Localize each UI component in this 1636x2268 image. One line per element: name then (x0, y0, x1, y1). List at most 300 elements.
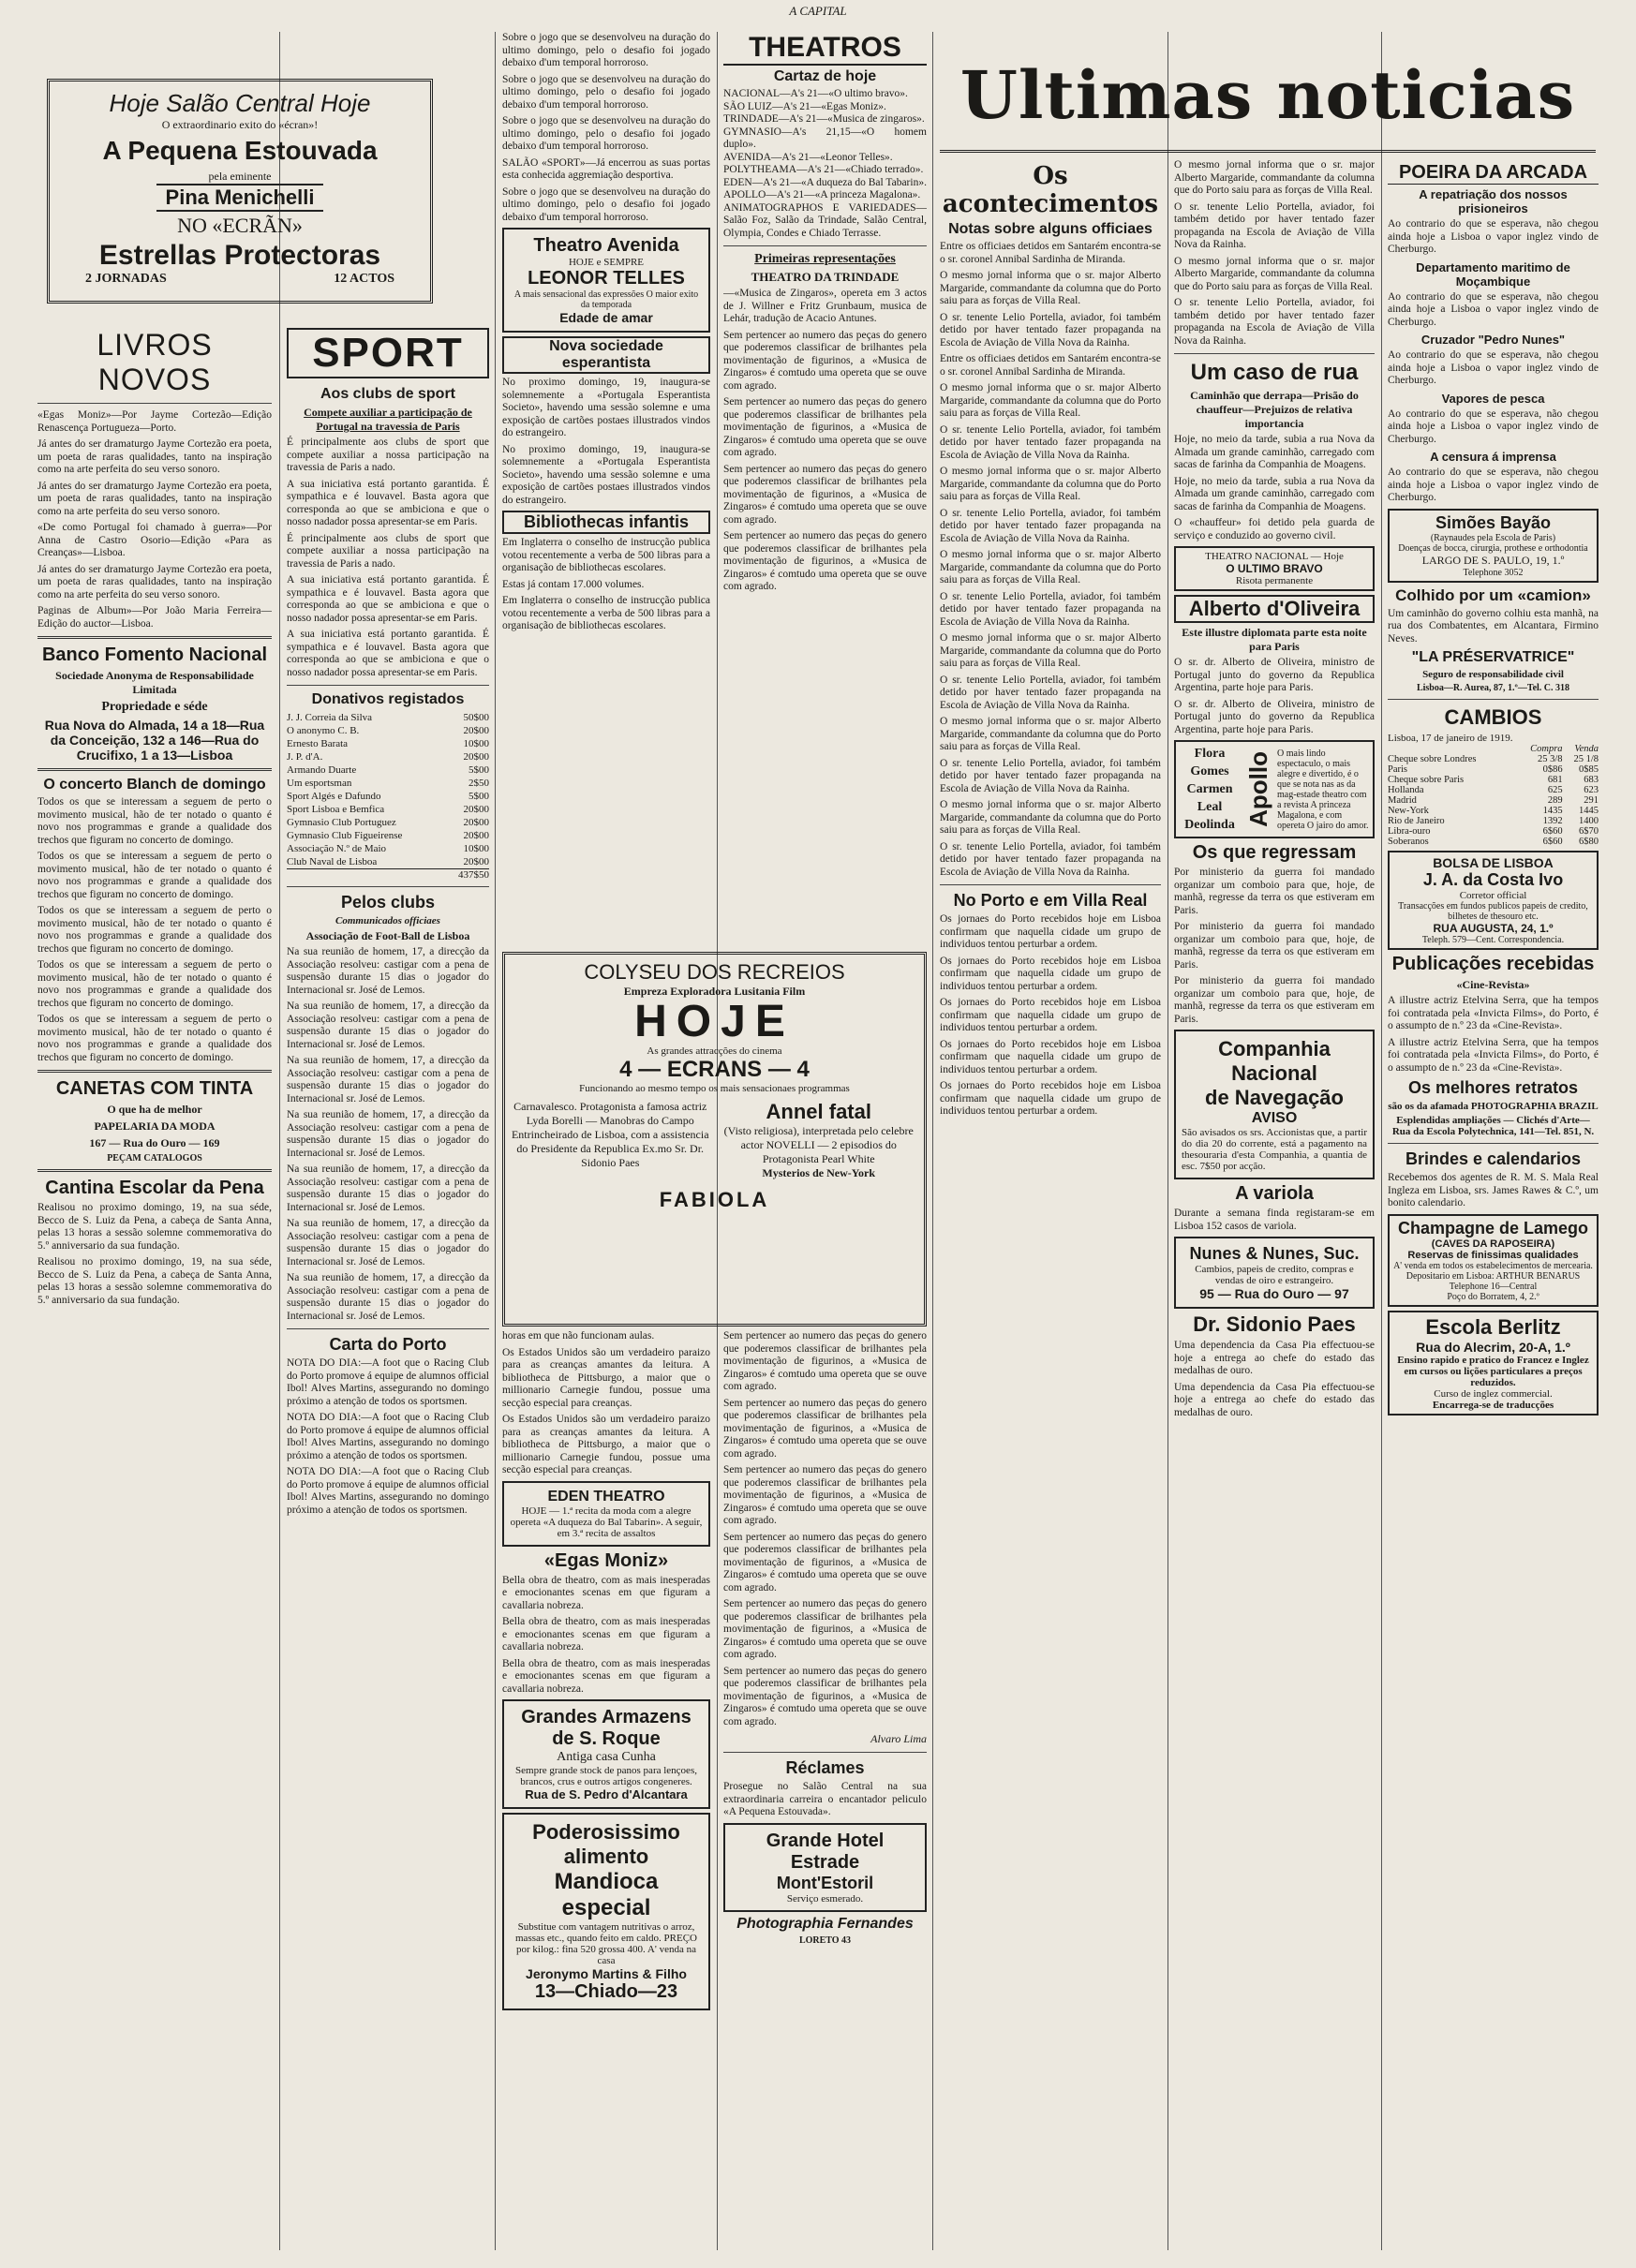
champ-sub: (CAVES DA RAPOSEIRA) (1431, 1238, 1555, 1250)
donativo-row (287, 790, 489, 803)
naveg-title2: de Navegação (1205, 1086, 1344, 1109)
egas-p1: Bella obra de theatro, com as mais inesperadas e emocionantes scenas em que figuram a cavallaria nobreza. (502, 1574, 710, 1611)
esperantista-p1: No proximo domingo, 19, inaugura-se solemnemente a «Portugala Esperantista Societo», havendo uma sessão solemne e uma exposição de cartões postaes illustrados vindos do estrangeiro. (502, 377, 710, 438)
avenida-foot: Edade de amar (559, 310, 653, 325)
eden-line: HOJE — 1.ª recita da moda com a alegre opereta «A duqueza do Bal Tabarin». A seguir, em 3.ª recita de assaltos (510, 1505, 703, 1539)
theatro-listing: GYMNASIO—A's 21,15—«O homem duplo». (723, 126, 927, 150)
bibliothecas-title: Bibliothecas infantis (502, 511, 710, 534)
mandioca-ad (502, 1813, 710, 2010)
theatros-heading: THEATROS (723, 32, 927, 66)
pelos-p1e: Na sua reunião de homem, 17, a direcção da Associação resolveu: castigar com a pena de suspensão durante 15 dias o jogador do Internacional sr. José de Lemos. (287, 1164, 489, 1213)
donativo-row (287, 711, 489, 724)
column-2 (287, 328, 489, 2250)
donativo-row (287, 842, 489, 855)
cambios-cell: Venda (1574, 744, 1599, 754)
nacional-sub: O ULTIMO BRAVO (1226, 562, 1323, 575)
cambios-cell: Libra-ouro (1388, 826, 1431, 837)
pelos-sub: Communicados officiaes (335, 915, 440, 926)
salao-ecran: NO «ECRÃN» (177, 214, 303, 237)
bibliothecas-p1b: Em Inglaterra o conselho de instrucção publica votou recentemente a verba de 500 libras para a organisação de bibliothecas escolares. (502, 595, 710, 631)
poeira-sub3: Cruzador "Pedro Nunes" (1420, 333, 1566, 347)
colyseu-left: Carnavalesco. Protagonista a famosa actriz Lyda Borelli — Manobras do Campo Entrincheirado de Lisboa, com a assistencia do Presidente da Republica Ex.mo Sr. Dr. Sidonio Paes (511, 1100, 709, 1169)
rua-p2: O «chauffeur» foi detido pela guarda de serviço e conduzido ao governo civil. (1174, 517, 1375, 541)
simoes-ad (1388, 509, 1599, 583)
estrade-ad (723, 1823, 927, 1912)
bolsa-firm: J. A. da Costa Ivo (1422, 870, 1564, 889)
col3-p1b: Sobre o jogo que se desenvolveu na duração do ultimo domingo, pelo o desafio foi jogado debaixo d'um temporal horroroso. (502, 73, 710, 111)
livros-heading: LIVROS NOVOS (97, 328, 213, 396)
porto-p3: Os jornaes do Porto recebidos hoje em Lisboa confirmam que naquella cidade um grupo de individuos tentou perturbar a ordem. (940, 997, 1161, 1033)
pelos-p1b: Na sua reunião de homem, 17, a direcção da Associação resolveu: castigar com a pena de suspensão durante 15 dias o jogador do Internacional sr. José de Lemos. (287, 1001, 489, 1050)
pelos-p1c: Na sua reunião de homem, 17, a direcção da Associação resolveu: castigar com a pena de suspensão durante 15 dias o jogador do Internacional sr. José de Lemos. (287, 1055, 489, 1104)
cambios-row (1388, 795, 1599, 806)
apollo-names (1179, 745, 1241, 834)
nunes-ad (1174, 1237, 1375, 1309)
donativo-row (287, 803, 489, 816)
notas-title: Notas sobre alguns officiaes (948, 221, 1153, 237)
estrade-p: Serviço esmerado. (786, 1892, 864, 1905)
brindes-p: Recebemos dos agentes de R. M. S. Mala Real Ingleza em Lisboa, srs. James Rawes & C.º, um bonito calendario. (1388, 1172, 1599, 1208)
regressam-p: Por ministerio da guerra foi mandado organizar um comboio para que, hoje, de manhã, regresse da terra os que estiveram em Paris. (1174, 867, 1375, 916)
esperantista-title: Nova sociedade esperantista (502, 336, 710, 374)
nacional-title: THEATRO NACIONAL — Hoje (1205, 551, 1344, 562)
cambios-cell: 625 (1547, 785, 1563, 795)
cambios-cell: 6$70 (1579, 826, 1599, 837)
public-p: A illustre actriz Etelvina Serra, que ha tempos foi contratada pela «Invicta Films», do Porto, é o assumpto de n.º 23 da «Cine-Revista». (1388, 995, 1599, 1031)
donativo-name: O anonymo C. B. (287, 725, 360, 736)
alvaro-signature: Alvaro Lima (870, 1732, 927, 1745)
ult-p2: O mesmo jornal informa que o sr. major Alberto Margaride, commandante da columna que do Porto saiu para as forças de Villa Real. (940, 270, 1161, 306)
cambios-cell: Compra (1530, 744, 1563, 754)
cambios-cell: Madrid (1388, 795, 1417, 806)
cambios-cell: 1400 (1579, 816, 1599, 826)
rua-p1: Hoje, no meio da tarde, subia a rua Nova da Almada um grande caminhão, carregado com sacas de farinha da Companhia de Moagens. (1174, 434, 1375, 470)
ult-p1b: Entre os officiaes detidos em Santarém encontra-se o sr. coronel Annibal Sardinha de Miranda. (940, 353, 1161, 378)
poeira-sub5: A censura á imprensa (1430, 450, 1556, 464)
sidonio-p2: Uma dependencia da Casa Pia effectuou-se hoje a entrega ao chefe do estado das medalhas de ouro. (1174, 1381, 1375, 1418)
alberto-p2: O sr. dr. Alberto de Oliveira, ministro de Portugal junto do governo da Republica Argentina, parte hoje para Paris. (1174, 698, 1375, 735)
apollo-performer: Leal (1197, 800, 1223, 814)
camiao-p: Um caminhão do governo colhiu esta manhã, na rua dos Combatentes, em Alcantara, Firmino Neves. (1388, 607, 1599, 645)
col4b-p6: Sem pertencer ao numero das peças do genero que poderemos classificar de brilhantes pela movimentação de figurinos, a «Musica de Zingaros» é comtudo uma opereta que se ouve com agrado. (723, 1665, 927, 1727)
cambios-row (1388, 764, 1599, 775)
pelos-p1f: Na sua reunião de homem, 17, a direcção da Associação resolveu: castigar com a pena de suspensão durante 15 dias o jogador do Internacional sr. José de Lemos. (287, 1218, 489, 1267)
canetas-shop: PAPELARIA DA MODA (94, 1119, 216, 1133)
donativo-value: 20$00 (463, 830, 489, 841)
donativo-name: Gymnasio Club Figueirense (287, 830, 403, 841)
cantina-p2: Realisou no proximo domingo, 19, na sua séde, Becco de S. Luiz da Pena, a cabeça de Santa Anna, pelas 13 horas a sessão solemne commemorativa do 5.º anniversario da sua fundação. (37, 1256, 272, 1306)
cambios-cell: Cheque sobre Londres (1388, 754, 1477, 764)
pelos-p1g: Na sua reunião de homem, 17, a direcção da Associação resolveu: castigar com a pena de suspensão durante 15 dias o jogador do Internacional sr. José de Lemos. (287, 1272, 489, 1322)
sport-p1b: É principalmente aos clubs de sport que compete auxiliar a nossa participação na travessia de Paris a nado. (287, 532, 489, 570)
bottom3-p2: Os Estados Unidos são um verdadeiro paraizo para as creanças amantes da leitura. A bibliotheca de Pittsburgo, a maior que o millionario Carnegie fundou, possue uma secção especial para creanças. (502, 1346, 710, 1409)
salao-actress: Pina Menichelli (156, 184, 324, 212)
apollo-performer: Carmen (1186, 782, 1233, 796)
col6-p3: O mesmo jornal informa que o sr. major Alberto Margaride, commandante da columna que do Porto saiu para as forças de Villa Real. (1174, 255, 1375, 292)
column-3-bottom (502, 1330, 710, 2250)
salao-jornadas: 2 JORNADAS (85, 272, 167, 286)
sport-p2b: A sua iniciativa está portanto garantida. É sympathica e é louvavel. Basta agora que corresponda ao que se ambiciona e que o nosso nadador possa apresentar-se em Paris. (287, 574, 489, 624)
ult-p3e: O sr. tenente Lelio Portella, aviador, foi também detido por haver tentado fazer propaganda na Escola de Aviação de Villa Nova da Rainha. (940, 674, 1161, 711)
column-6 (1174, 159, 1375, 2250)
donativo-name: Sport Lisboa e Bemfica (287, 804, 385, 815)
rua-sub: Caminhão que derrapa—Prisão do chauffeur—Prejuizos de relativa importancia (1190, 389, 1359, 430)
nunes-addr: 95 — Rua do Ouro — 97 (1199, 1286, 1349, 1301)
header-title: A CAPITAL (789, 4, 847, 18)
donativo-name: Gymnasio Club Portuguez (287, 817, 396, 828)
banco-sub: Sociedade Anonyma de Responsabilidade Limitada (55, 669, 254, 696)
eden-title: EDEN THEATRO (547, 1488, 665, 1505)
armazens-ad (502, 1699, 710, 1809)
poeira-p1c: Ao contrario do que se esperava, não chegou ainda hoje a Lisboa o vapor inglez vindo de Cherburgo. (1388, 349, 1599, 386)
cambios-cell: Hollanda (1388, 785, 1424, 795)
mandioca-firm: Jeronymo Martins & Filho (526, 1966, 687, 1981)
colyseu-right2: Mysterios de New-York (762, 1166, 876, 1179)
col3-p1d: Sobre o jogo que se desenvolveu na duração do ultimo domingo, pelo o desafio foi jogado debaixo d'um temporal horroroso. (502, 185, 710, 223)
theatros-sub: Cartaz de hoje (773, 68, 877, 84)
sidonio-title: Dr. Sidonio Paes (1193, 1312, 1356, 1336)
sport-sub: Aos clubs de sport (320, 386, 456, 402)
theatro-listing: TRINDADE—A's 21—«Musica de zingaros». (723, 113, 925, 125)
armazens-p: Sempre grande stock de panos para lençoes, brancos, crus e outros artigos congeneres. (515, 1765, 697, 1787)
banco-title: Banco Fomento Nacional (41, 645, 268, 665)
col4b-p4: Sem pertencer ao numero das peças do genero que poderemos classificar de brilhantes pela movimentação de figurinos, a «Musica de Zingaros» é comtudo uma opereta que se ouve com agrado. (723, 1531, 927, 1594)
pelos-p1d: Na sua reunião de homem, 17, a direcção da Associação resolveu: castigar com a pena de suspensão durante 15 dias o jogador do Internacional sr. José de Lemos. (287, 1109, 489, 1159)
ultimas-title: Ultimas noticias (959, 56, 1576, 134)
donativo-value: 10$00 (463, 738, 489, 749)
cambios-cell: 291 (1584, 795, 1599, 806)
cambios-row (1388, 775, 1599, 785)
carta-p1c: NOTA DO DIA:—A foot que o Racing Club do Porto promove á equipe de alumnos official Ibol! Alves Martins, assegurando no domingo próximo a atenção de todos os sportsmen. (287, 1466, 489, 1516)
cambios-cell: Rio de Janeiro (1388, 816, 1445, 826)
alberto-title: Alberto d'Oliveira (1174, 595, 1375, 623)
poeira-sub4: Vapores de pesca (1441, 391, 1545, 406)
primeiras-p1: —«Musica de Zingaros», opereta em 3 actos de J. Willner e Fritz Grunbaum, musica de Lehár, tradução de Acacio Antunes. (723, 288, 927, 324)
cambios-cell: 25 3/8 (1538, 754, 1563, 764)
theatro-listing: EDEN—A's 21—«A duqueza do Bal Tabarin». (723, 176, 927, 188)
sport-sub2: Compete auxiliar a participação de Portugal na travessia de Paris (304, 406, 472, 433)
naveg-ad (1174, 1030, 1375, 1179)
ult-p3: O sr. tenente Lelio Portella, aviador, foi também detido por haver tentado fazer propaganda na Escola de Aviação de Villa Nova da Rainha. (940, 311, 1161, 348)
pelos-sub2: Associação de Foot-Ball de Lisboa (305, 929, 470, 942)
carta-title: Carta do Porto (329, 1335, 447, 1354)
naveg-p: São avisados os srs. Accionistas que, a partir do dia 20 do corrente, está a pagamento na thesouraria d'esta Companhia, a quantia de esc. 7$50 por acção. (1182, 1127, 1367, 1172)
cambios-cell: 1445 (1579, 806, 1599, 816)
champ-sub2: Reservas de finissimas qualidades (1407, 1249, 1579, 1261)
donativo-name: J. J. Correia da Silva (287, 712, 373, 723)
cambios-cell: 6$60 (1542, 837, 1563, 847)
poeira-p1d: Ao contrario do que se esperava, não chegou ainda hoje a Lisboa o vapor inglez vindo de Cherburgo. (1388, 408, 1599, 445)
cambios-cell: Soberanos (1388, 837, 1429, 847)
cantina-p1: Realisou no proximo domingo, 19, na sua séde, Becco de S. Luiz da Pena, a cabeça de Santa Anna, pelas 13 horas a sessão solemne commemorativa do 5.º anniversario da sua fundação. (37, 1202, 272, 1252)
donativo-row (287, 829, 489, 842)
simoes-title: Simões Bayão (1435, 512, 1552, 532)
simoes-tel: Telephone 3052 (1463, 567, 1524, 578)
ult-p3c: O sr. tenente Lelio Portella, aviador, foi também detido por haver tentado fazer propaganda na Escola de Aviação de Villa Nova da Rainha. (940, 507, 1161, 544)
livros-p2b: Já antes do ser dramaturgo Jayme Cortezão era poeta, um poeta de raras qualidades, tanto na inspiração como na arte perfeita do seu verso sonoro. (37, 480, 272, 517)
column-rule (932, 32, 933, 2250)
theatros-list (723, 88, 927, 202)
donativo-value: 20$00 (463, 725, 489, 736)
column-4 (723, 32, 927, 941)
poeira-p1b: Ao contrario do que se esperava, não chegou ainda hoje a Lisboa o vapor inglez vindo de Cherburgo. (1388, 290, 1599, 328)
cambios-cell: Paris (1388, 764, 1407, 775)
donativo-row (287, 816, 489, 829)
cantina-title: Cantina Escolar da Pena (45, 1178, 264, 1198)
column-4-bottom (723, 1330, 927, 2250)
donativo-value: 5$00 (468, 764, 489, 776)
apollo-performer: Deolinda (1184, 818, 1235, 832)
sidonio-p: Uma dependencia da Casa Pia effectuou-se hoje a entrega ao chefe do estado das medalhas de ouro. (1174, 1340, 1375, 1376)
col3-p1c: Sobre o jogo que se desenvolveu na duração do ultimo domingo, pelo o desafio foi jogado debaixo d'um temporal horroroso. (502, 115, 710, 152)
egas-title: «Egas Moniz» (543, 1549, 669, 1571)
colyseu-foot: FABIOLA (659, 1188, 770, 1211)
col6-p2: O sr. tenente Lelio Portella, aviador, foi também detido por haver tentado fazer propaganda na Escola de Aviação de Villa Nova da Rainha. (1174, 200, 1375, 250)
avenida-ad (502, 228, 710, 333)
cambios-cell: 1435 (1542, 806, 1563, 816)
donativo-value: 20$00 (463, 856, 489, 867)
simoes-p: Doenças de bocca, cirurgia, prothese e orthodontia (1398, 542, 1588, 554)
ult-p2g: O mesmo jornal informa que o sr. major Alberto Margaride, commandante da columna que do Porto saiu para as forças de Villa Real. (940, 799, 1161, 836)
concerto-title: O concerto Blanch de domingo (43, 777, 266, 793)
colyseu-sub: Empreza Exploradora Lusitania Film (623, 985, 806, 998)
theatros-anim: ANIMATOGRAPHOS E VARIEDADES—Salão Foz, Salão da Trindade, Salão Central, Olympia, Condes e Chiado Terrasse. (723, 201, 927, 239)
bolsa-tel: Teleph. 579—Cent. Correspondencia. (1421, 935, 1565, 945)
public-p2: A illustre actriz Etelvina Serra, que ha tempos foi contratada pela «Invicta Films», do Porto, é o assumpto de n.º 23 da «Cine-Revista». (1388, 1036, 1599, 1074)
variola-title: A variola (1235, 1183, 1314, 1204)
poeira-sub2: Departamento maritimo de Moçambique (1416, 259, 1570, 289)
berlitz-ad (1388, 1311, 1599, 1416)
concerto-p5: Todos os que se interessam a seguem de perto o movimento musical, hão de ter notado o quanto é novo nos programmas e grande a qualidade dos trechos que figuram no concerto de domingo. (37, 1014, 272, 1063)
camiao-title: Colhido por um «camion» (1395, 586, 1591, 604)
donativo-name: Sport Algés e Dafundo (287, 791, 381, 802)
berlitz-p: Ensino rapido e pratico do Francez e Inglez em cursos ou lições particulares a preços reduzidos. (1397, 1354, 1589, 1388)
mandioca-p: Substitue com vantagem nutritivas o arroz, massas etc., quando feito em caldo. PREÇO por kilog.: fina 520 grossa 400. A' venda na casa (515, 1921, 697, 1966)
porto-p2: Os jornaes do Porto recebidos hoje em Lisboa confirmam que naquella cidade um grupo de individuos tentou perturbar a ordem. (940, 955, 1161, 992)
col3-p2: SALÃO «SPORT»—Já encerrou as suas portas esta conhecida aggremiação desportiva. (502, 156, 710, 181)
brindes-title: Brindes e calendarios (1405, 1149, 1582, 1168)
colyseu-title: COLYSEU DOS RECREIOS (584, 960, 845, 984)
rua-p1b: Hoje, no meio da tarde, subia a rua Nova da Almada um grande caminhão, carregado com sacas de farinha da Companhia de Moagens. (1174, 475, 1375, 512)
cambios-cell: 6$80 (1579, 837, 1599, 847)
champ-tel: Telephone 16—Central (1449, 1281, 1538, 1292)
column-5 (940, 159, 1161, 2250)
primeiras-p2c: Sem pertencer ao numero das peças do genero que poderemos classificar de brilhantes pela movimentação de figurinos, a «Musica de Zingaros» é comtudo uma opereta que se ouve com agrado. (723, 463, 927, 526)
primeiras-p2d: Sem pertencer ao numero das peças do genero que poderemos classificar de brilhantes pela movimentação de figurinos, a «Musica de Zingaros» é comtudo uma opereta que se ouve com agrado. (723, 530, 927, 592)
sport-p2c: A sua iniciativa está portanto garantida. É sympathica e é louvavel. Basta agora que corresponda ao que se ambiciona e que o nosso nadador possa apresentar-se em Paris. (287, 629, 489, 678)
cambios-cell: 683 (1584, 775, 1599, 785)
primeiras-p2: Sem pertencer ao numero das peças do genero que poderemos classificar de brilhantes pela movimentação de figurinos, a «Musica de Zingaros» é comtudo uma opereta que se ouve com agrado. (723, 329, 927, 392)
livros-p2c: Já antes do ser dramaturgo Jayme Cortezão era poeta, um poeta de raras qualidades, tanto na inspiração como na arte perfeita do seu verso sonoro. (37, 563, 272, 600)
cambios-row (1388, 785, 1599, 795)
bolsa-sub: Corretor official (1459, 890, 1527, 901)
preserv-title: "LA PRÉSERVATRICE" (1411, 649, 1575, 665)
regressam-title: Os que regressam (1192, 842, 1357, 863)
retratos-sub: são os da afamada PHOTOGRAPHIA BRAZIL (1388, 1101, 1599, 1112)
nacional-foot: Risota permanente (1235, 575, 1314, 586)
poeira-p1e: Ao contrario do que se esperava, não chegou ainda hoje a Lisboa o vapor inglez vindo de Cherburgo. (1388, 467, 1599, 503)
banco-sub2: Propriedade e séde (101, 700, 208, 714)
alberto-p: O sr. dr. Alberto de Oliveira, ministro de Portugal junto do governo da Republica Argentina, parte hoje para Paris. (1174, 657, 1375, 693)
cambios-date: Lisboa, 17 de janeiro de 1919. (1388, 733, 1513, 744)
primeiras-sub: THEATRO DA TRINDADE (751, 270, 900, 284)
armazens-title: Grandes Armazens de S. Roque (521, 1707, 692, 1749)
ult-p2b: O mesmo jornal informa que o sr. major Alberto Margaride, commandante da columna que do Porto saiu para as forças de Villa Real. (940, 382, 1161, 419)
column-1 (37, 328, 272, 2250)
eden-ad (502, 1481, 710, 1547)
carta-p1: NOTA DO DIA:—A foot que o Racing Club do Porto promove á equipe de alumnos official Ibol! Alves Martins, assegurando no domingo próximo a atenção de todos os sportsmen. (287, 1357, 489, 1407)
porto-p4: Os jornaes do Porto recebidos hoje em Lisboa confirmam que naquella cidade um grupo de individuos tentou perturbar a ordem. (940, 1038, 1161, 1075)
public-sub: «Cine-Revista» (1456, 978, 1530, 991)
sport-p2: A sua iniciativa está portanto garantida. É sympathica e é louvavel. Basta agora que corresponda ao que se ambiciona e que o nosso nadador possa apresentar-se em Paris. (287, 478, 489, 527)
estrade-title: Grande Hotel Estrade (766, 1830, 885, 1873)
donativo-name: J. P. d'A. (287, 751, 323, 763)
reclames-title: Réclames (785, 1758, 865, 1777)
sport-p1: É principalmente aos clubs de sport que compete auxiliar a nossa participação na travessia de Paris a nado. (287, 437, 489, 473)
retratos-title: Os melhores retratos (1407, 1078, 1579, 1097)
col4b-p5: Sem pertencer ao numero das peças do genero que poderemos classificar de brilhantes pela movimentação de figurinos, a «Musica de Zingaros» é comtudo uma opereta que se ouve com agrado. (723, 1598, 927, 1660)
cambios-cell: Cheque sobre Paris (1388, 775, 1465, 785)
cambios-cell: 623 (1584, 785, 1599, 795)
concerto-p3: Todos os que se interessam a seguem de perto o movimento musical, hão de ter notado o quanto é novo nos programmas e grande a qualidade dos trechos que figuram no concerto de domingo. (37, 905, 272, 955)
donativo-row (287, 855, 489, 868)
apollo-performer: Flora (1194, 747, 1226, 761)
colyseu-right-title: Annel fatal (766, 1100, 871, 1123)
donativo-name: Um esportsman (287, 778, 352, 789)
page-header (0, 4, 1636, 19)
berlitz-title: Escola Berlitz (1425, 1314, 1561, 1339)
porto-p5: Os jornaes do Porto recebidos hoje em Lisboa confirmam que naquella cidade um grupo de individuos tentou perturbar a ordem. (940, 1080, 1161, 1117)
poeira-sub: A repatriação dos nossos prisioneiros (1419, 187, 1568, 215)
donativo-value: 20$00 (463, 804, 489, 815)
colyseu-hoje: HOJE (634, 997, 795, 1046)
colyseu-sub2: As grandes attracções do cinema (647, 1045, 782, 1057)
apollo-word: Apollo (1244, 751, 1272, 827)
preserv-addr: Lisboa—R. Aurea, 87, 1.º—Tel. C. 318 (1416, 683, 1570, 693)
bottom3-p2b: Os Estados Unidos são um verdadeiro paraizo para as creanças amantes da leitura. A bibliotheca de Pittsburgo, a maior que o millionario Carnegie fundou, possue uma secção especial para creanças. (502, 1414, 710, 1475)
cambios-row (1388, 837, 1599, 847)
cambios-table (1388, 744, 1599, 847)
cambios-row (1388, 754, 1599, 764)
column-7 (1388, 159, 1599, 2250)
donativos-table (287, 711, 489, 868)
photo-addr: LORETO 43 (798, 1934, 852, 1946)
ult-p2f: O mesmo jornal informa que o sr. major Alberto Margaride, commandante da columna que do Porto saiu para as forças de Villa Real. (940, 716, 1161, 752)
concerto-p2: Todos os que se interessam a seguem de perto o movimento musical, hão de ter notado o quanto é novo nos programmas e grande a qualidade dos trechos que figuram no concerto de domingo. (37, 851, 272, 900)
apollo-performer: Gomes (1190, 764, 1229, 778)
cambios-row (1388, 826, 1599, 837)
alberto-sub: Este illustre diplomata parte esta noite para Paris (1182, 626, 1367, 653)
salao-central-ad (47, 79, 433, 304)
esperantista-p1b: No proximo domingo, 19, inaugura-se solemnemente a «Portugala Esperantista Societo», havendo uma sessão solemne e uma exposição de cartões postaes illustrados vindos do estrangeiro. (502, 443, 710, 506)
nunes-p: Cambios, papeis de credito, compras e vendas de oiro e estrangeiro. (1195, 1264, 1354, 1286)
nunes-title: Nunes & Nunes, Suc. (1189, 1244, 1360, 1263)
pelos-title: Pelos clubs (340, 893, 436, 912)
cambios-title: CAMBIOS (1444, 705, 1542, 729)
primeiras-title: Primeiras representações (754, 252, 896, 266)
column-rule (279, 32, 280, 2250)
apollo-p: O mais lindo espectaculo, o mais alegre e divertido, é o que se nota nas as da mag-estade theatro com a revista A princeza Magalona, e com opereta O jairo do amor. (1277, 748, 1369, 831)
donativo-value: 2$50 (468, 778, 489, 789)
salao-line3: pela eminente (208, 170, 272, 183)
poeira-p1: Ao contrario do que se esperava, não chegou ainda hoje a Lisboa o vapor inglez vindo de Cherburgo. (1388, 218, 1599, 255)
photo-title: Photographia Fernandes (736, 1915, 914, 1932)
berlitz-addr: Rua do Alecrim, 20-A, 1.º (1416, 1339, 1570, 1355)
mandioca-title3: Mandioca especial (554, 1869, 659, 1920)
donativo-row (287, 763, 489, 777)
ult-p2c: O mesmo jornal informa que o sr. major Alberto Margaride, commandante da columna que do Porto saiu para as forças de Villa Real. (940, 466, 1161, 502)
rua-title: Um caso de rua (1190, 360, 1359, 385)
col4b-p1: Sem pertencer ao numero das peças do genero que poderemos classificar de brilhantes pela movimentação de figurinos, a «Musica de Zingaros» é comtudo uma opereta que se ouve com agrado. (723, 1330, 927, 1392)
canetas-cat: PEÇAM CATALOGOS (107, 1153, 202, 1164)
banco-addr: Rua Nova do Almada, 14 a 18—Rua da Conceição, 132 a 146—Rua do Crucifixo, 1 a 13—Lisboa (44, 718, 265, 763)
theatro-listing: NACIONAL—A's 21—«O ultimo bravo». (723, 88, 908, 99)
donativo-name: Ernesto Barata (287, 738, 349, 749)
retratos-p: Esplendidas ampliações — Clichés d'Arte—Rua da Escola Polytechnica, 141—Tel. 851, N. (1391, 1115, 1595, 1137)
salao-line1: Hoje Salão Central Hoje (109, 89, 371, 117)
concerto-p1: Todos os que se interessam a seguem de perto o movimento musical, hão de ter notado o quanto é novo nos programmas e grande a qualidade dos trechos que figuram no concerto de domingo. (37, 796, 272, 846)
theatro-listing: AVENIDA—A's 21—«Leonor Telles». (723, 151, 893, 163)
livros-p3: «De como Portugal foi chamado à guerra»—Por Anna de Castro Osorio—Edição «Para as Creanças»—Lisboa. (37, 522, 272, 558)
donativo-value: 20$00 (463, 817, 489, 828)
bolsa-ad (1388, 851, 1599, 950)
ult-p3f: O sr. tenente Lelio Portella, aviador, foi também detido por haver tentado fazer propaganda na Escola de Aviação de Villa Nova da Rainha. (940, 757, 1161, 794)
apollo-ad (1174, 740, 1375, 838)
preserv-sub: Seguro de responsabilidade civil (1422, 669, 1564, 680)
champ-ad (1388, 1214, 1599, 1307)
donativo-value: 50$00 (463, 712, 489, 723)
donativo-value: 20$00 (463, 751, 489, 763)
avenida-line: A mais sensacional das expressões O maior exito da temporada (513, 289, 699, 310)
canetas-addr: 167 — Rua do Ouro — 169 (89, 1136, 220, 1149)
avenida-sub: HOJE e SEMPRE (568, 257, 645, 268)
primeiras-p2b: Sem pertencer ao numero das peças do genero que poderemos classificar de brilhantes pela movimentação de figurinos, a «Musica de Zingaros» é comtudo uma opereta que se ouve com agrado. (723, 396, 927, 458)
carta-p1b: NOTA DO DIA:—A foot que o Racing Club do Porto promove á equipe de alumnos official Ibol! Alves Martins, assegurando no domingo próximo a atenção de todos os sportsmen. (287, 1412, 489, 1461)
donativos-total: 437$50 (287, 868, 489, 881)
reclames-p: Prosegue no Salão Central na sua extraordinaria carreira o encantador peliculo «A Pequena Estouvada». (723, 1781, 927, 1817)
berlitz-p2: Curso de inglez commercial. (1434, 1387, 1553, 1400)
cambios-cell: 289 (1547, 795, 1563, 806)
ult-p3g: O sr. tenente Lelio Portella, aviador, foi também detido por haver tentado fazer propaganda na Escola de Aviação de Villa Nova da Rainha. (940, 840, 1161, 878)
theatro-listing: SÃO LUIZ—A's 21—«Egas Moniz». (723, 100, 886, 112)
avenida-title: Theatro Avenida (533, 235, 679, 256)
champ-title: Champagne de Lamego (1397, 1218, 1589, 1238)
colyseu-ad (502, 952, 927, 1327)
column-rule (1381, 32, 1382, 2250)
bolsa-p: Transacções em fundos publicos papeis de credito, bilhetes de thesouro etc. (1398, 901, 1588, 922)
cambios-row (1388, 806, 1599, 816)
cambios-header-row (1388, 744, 1599, 754)
regressam-p3: Por ministerio da guerra foi mandado organizar um comboio para que, hoje, de manhã, regresse da terra os que estiveram em Paris. (1174, 975, 1375, 1025)
acontec-title: Os acontecimentos (942, 162, 1159, 218)
donativo-value: 5$00 (468, 791, 489, 802)
salao-line2: O extraordinario exito do «écran»! (161, 118, 319, 131)
berlitz-p3: Encarrega-se de traducções (1432, 1399, 1554, 1411)
bolsa-addr: RUA AUGUSTA, 24, 1.º (1433, 922, 1554, 935)
theatro-listing: POLYTHEAMA—A's 21—«Chiado terrado». (723, 164, 924, 175)
colyseu-sub3: Funcionando ao mesmo tempo os mais sensacionaes programmas (579, 1083, 850, 1094)
salao-title2: Estrellas Protectoras (98, 240, 381, 271)
donativo-row (287, 724, 489, 737)
champ-p: A' venda em todos os estabelecimentos de mercearia. Depositario em Lisboa: ARTHUR BENARUS (1393, 1260, 1593, 1282)
colyseu-ecrans: 4 — ECRANS — 4 (619, 1057, 810, 1082)
egas-p1c: Bella obra de theatro, com as mais inesperadas e emocionantes scenas em que figuram a cavallaria nobreza. (502, 1657, 710, 1695)
concerto-p4: Todos os que se interessam a seguem de perto o movimento musical, hão de ter notado o quanto é novo nos programmas e grande a qualidade dos trechos que figuram no concerto de domingo. (37, 959, 272, 1009)
donativo-name: Club Naval de Lisboa (287, 856, 378, 867)
bolsa-title: BOLSA DE LISBOA (1433, 855, 1554, 870)
donativo-row (287, 777, 489, 790)
donativo-row (287, 737, 489, 750)
